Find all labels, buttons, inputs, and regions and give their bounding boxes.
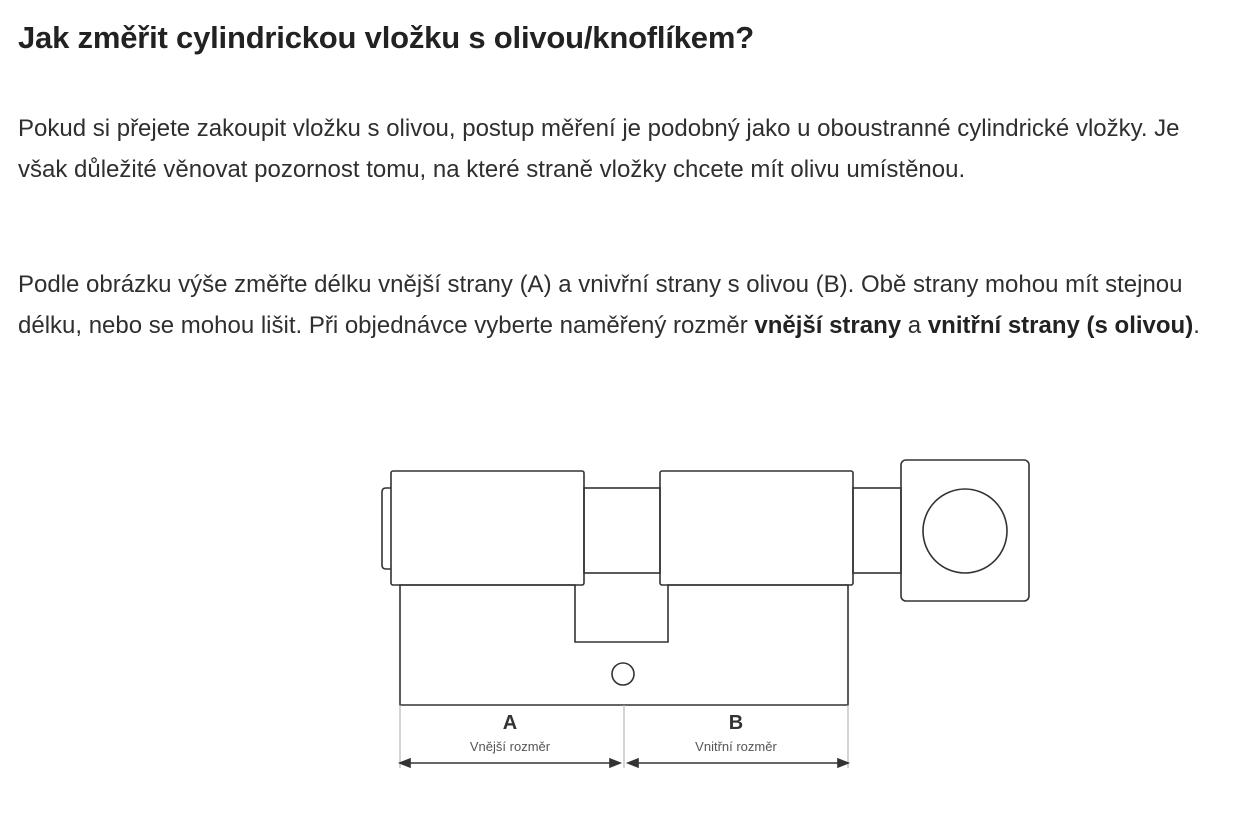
inner-cylinder-body bbox=[660, 471, 853, 585]
inner-side-emphasis: vnitřní strany (s olivou) bbox=[927, 312, 1194, 339]
arrow-b-right-icon bbox=[838, 759, 848, 767]
dimension-a-caption: Vnější rozměr bbox=[469, 739, 551, 754]
cylinder-end-cap bbox=[382, 488, 391, 569]
intro-paragraph: Pokud si přejete zakoupit vložku s olivou, postup měření je podobný jako u oboustranné cylindrické vložky. Je však důležité věnovat pozornost tomu, na které straně vložky chcete mít olivu umístěnou. bbox=[18, 115, 1180, 183]
instruction-text: Podle obrázku výše změřte délku vnější strany (A) a vnivřní strany s olivou (B). Obě strany mohou mít stejnou délku, nebo se mohou lišit. Při objednávce vyberte naměřený rozměr bbox=[18, 271, 1183, 339]
screw-hole-icon bbox=[612, 663, 634, 685]
knob-shaft bbox=[853, 488, 901, 573]
dimension-a-label: A bbox=[502, 712, 518, 734]
cylinder-base-body bbox=[400, 585, 848, 705]
page-title: Jak změřit cylindrickou vložku s olivou/knoflíkem? bbox=[18, 20, 754, 55]
outer-side-emphasis: vnější strany bbox=[754, 312, 902, 339]
instruction-end: . bbox=[1193, 312, 1200, 339]
knob-housing bbox=[901, 460, 1029, 601]
cylinder-middle-section bbox=[584, 488, 660, 573]
knob-circle-icon bbox=[923, 489, 1007, 573]
dimension-b-caption: Vnitřní rozměr bbox=[695, 739, 777, 754]
arrow-a-left-icon bbox=[400, 759, 410, 767]
instruction-paragraph bbox=[18, 264, 1218, 346]
instruction-conjunction: a bbox=[901, 312, 928, 339]
arrow-a-right-icon bbox=[610, 759, 620, 767]
dimension-b-label: B bbox=[728, 712, 744, 734]
outer-cylinder-body bbox=[391, 471, 584, 585]
arrow-b-left-icon bbox=[628, 759, 638, 767]
